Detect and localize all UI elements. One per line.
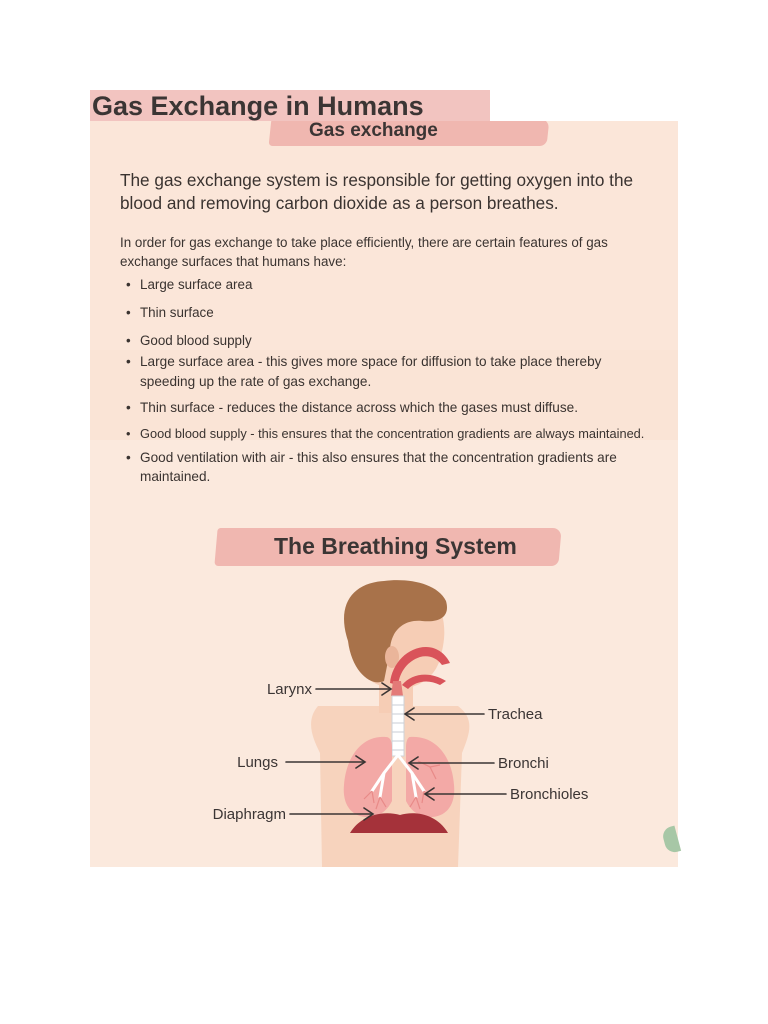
- section-heading-breathing-system: The Breathing System: [274, 533, 517, 559]
- label-lungs: Lungs: [237, 754, 278, 771]
- intro-paragraph: The gas exchange system is responsible for getting oxygen into the blood and removing carbon dioxide as a person breathes.: [120, 170, 634, 213]
- page-title: Gas Exchange in Humans: [90, 90, 490, 122]
- list-item: • Thin surface - reduces the distance across which the gases must diffuse.: [126, 398, 646, 418]
- list-item: • Large surface area: [126, 275, 252, 303]
- list-item: • Good blood supply - this ensures that the concentration gradients are always maintained.: [126, 425, 646, 443]
- list-item: • Large surface area - this gives more space for diffusion to take place thereby speeding up the rate of gas exchange.: [126, 352, 646, 391]
- breathing-system-diagram: [90, 121, 678, 867]
- label-diaphragm: Diaphragm: [212, 806, 286, 823]
- label-bronchioles: Bronchioles: [510, 786, 589, 803]
- label-trachea: Trachea: [488, 706, 543, 723]
- list-item: • Good blood supply: [126, 331, 252, 359]
- list-item: • Good ventilation with air - this also ensures that the concentration gradients are maintained.: [126, 448, 646, 487]
- features-lead-paragraph: In order for gas exchange to take place efficiently, there are certain features of gas exchange surfaces that humans have:: [120, 235, 608, 269]
- label-larynx: Larynx: [266, 681, 312, 698]
- section-heading-gas-exchange: Gas exchange: [309, 121, 438, 141]
- content-panel: [90, 121, 678, 867]
- list-item: • Thin surface: [126, 303, 252, 331]
- label-bronchi: Bronchi: [498, 755, 549, 772]
- larynx-shape: [391, 681, 403, 696]
